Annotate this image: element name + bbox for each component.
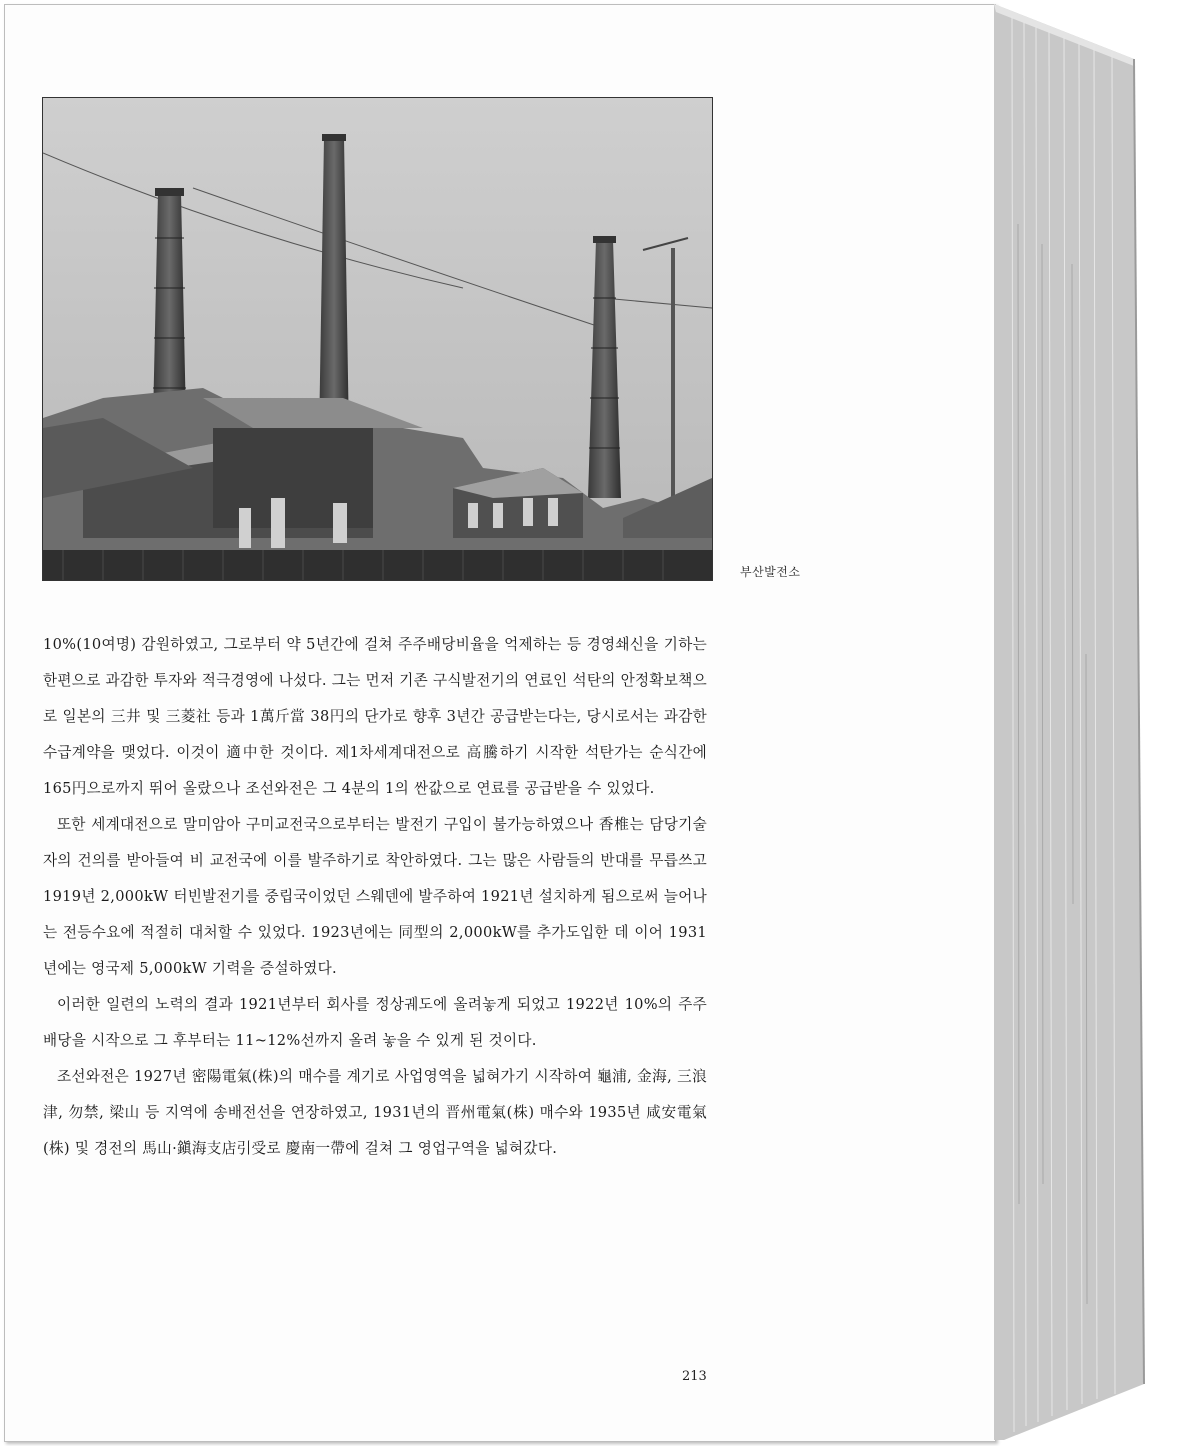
paragraph: 또한 세계대전으로 말미암아 구미교전국으로부터는 발전기 구입이 불가능하였으나 香椎는 담당기술자의 건의를 받아들여 비 교전국에 이를 발주하기로 착안하였다. 그는 많은 사람들의 반대를 무릅쓰고 1919년 2,000kW 터빈발전기를 중립국이었던 스웨덴에 발주하여 1921년 설치하게 됨으로써 늘어나는 전등수요에 적절히 대처할 수 있었다. 1923년에는 同型의 2,000kW를 추가도입한 데 이어 1931년에는 영국제 5,000kW 기력을 증설하였다.: [43, 816, 707, 977]
paragraph: 조선와전은 1927년 密陽電氣(株)의 매수를 계기로 사업영역을 넓혀가기 시작하여 龜浦, 金海, 三浪津, 勿禁, 梁山 등 지역에 송배전선을 연장하였고, 1931년의 晋州電氣(株) 매수와 1935년 咸安電氣(株) 및 경전의 馬山·鎭海支店引受로 慶南一帶에 걸쳐 그 영업구역을 넓혀갔다.: [43, 1068, 707, 1157]
book-page: [4, 4, 996, 1442]
paragraph: 이러한 일련의 노력의 결과 1921년부터 회사를 정상궤도에 올려놓게 되었고 1922년 10%의 주주배당을 시작으로 그 후부터는 11~12%선까지 올려 놓을 수 있게 된 것이다.: [43, 996, 707, 1049]
body-text: [43, 627, 707, 1167]
paragraph: 10%(10여명) 감원하였고, 그로부터 약 5년간에 걸쳐 주주배당비율을 억제하는 등 경영쇄신을 기하는 한편으로 과감한 투자와 적극경영에 나섰다. 그는 먼저 기존 구식발전기의 연료인 석탄의 안정확보책으로 일본의 三井 및 三菱社 등과 1萬斤當 38円의 단가로 향후 3년간 공급받는다는, 당시로서는 과감한 수급계약을 맺었다. 이것이 適中한 것이다. 제1차세계대전으로 高騰하기 시작한 석탄가는 순식간에 165円으로까지 뛰어 올랐으나 조선와전은 그 4분의 1의 싼값으로 연료를 공급받을 수 있었다.: [43, 636, 707, 797]
page-edges: [994, 4, 1146, 1440]
power-plant-photo: [42, 97, 713, 581]
photo-caption: 부산발전소: [740, 565, 801, 579]
page-number: 213: [682, 1369, 707, 1384]
